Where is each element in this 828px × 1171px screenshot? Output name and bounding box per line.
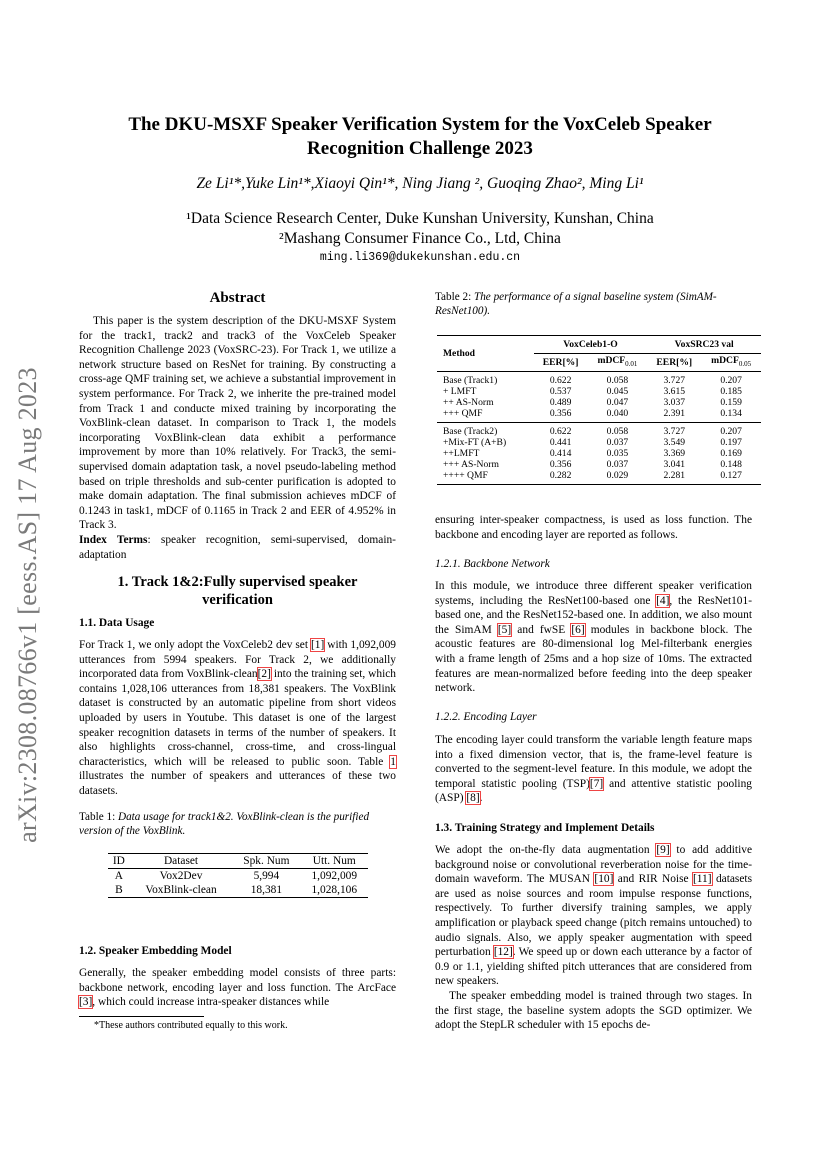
metric-cell: 0.029 (606, 470, 629, 481)
metric-cell: 0.489 (549, 397, 572, 408)
abstract-heading: Abstract (209, 290, 266, 306)
arxiv-stamp: arXiv:2308.08766v1 [eess.AS] 17 Aug 2023 (13, 367, 42, 843)
section-1-2-1-heading: 1.2.1. Backbone Network (435, 558, 550, 570)
authors: Ze Li¹*,Yuke Lin¹*,Xiaoyi Qin¹*, Ning Jiang ², Guoqing Zhao², Ming Li¹ (196, 175, 644, 192)
metric-cell: 0.207 (720, 426, 742, 437)
abstract-body (79, 314, 396, 562)
metric-cell: 0.035 (606, 448, 629, 459)
section-1-heading: 1. Track 1&2:Fully supervised speaker verification (117, 574, 358, 608)
table-header-row (108, 854, 368, 869)
method-cell: Base (Track1) (443, 375, 498, 386)
section-1-2-1-body: In this module, we introduce three different speaker verification systems, including the ResNet100-based one [4], the ResNet101-based one, and the ResNet152-based one. In addition, we also mount the SimAM [5] and fwSE [6] modules in backbone block. The acoustic features are 80-dimensional log Mel-filterbank energies with a frame length of 25ms and a hop size of 10ms. The extracted features are mean-normalized before feeding into the deep speaker network. (435, 580, 753, 695)
table-row: A Vox2Dev 5,994 1,092,009 (114, 870, 358, 882)
method-cell: +Mix-FT (A+B) (443, 437, 507, 448)
method-cell: ++++ QMF (443, 470, 488, 481)
citation-6[interactable]: [6] (571, 623, 585, 636)
metric-cell: 0.058 (606, 375, 629, 386)
metric-cell: 3.369 (663, 448, 686, 459)
table-row (437, 470, 761, 485)
metric-cell: 0.441 (549, 437, 572, 448)
table-row (437, 408, 761, 423)
metric-cell: 0.127 (720, 470, 742, 481)
table-header-row: Method VoxCeleb1-O VoxSRC23 val (437, 336, 761, 354)
table-row (437, 372, 761, 387)
table-row (437, 386, 761, 397)
method-cell: ++ AS-Norm (443, 397, 494, 408)
table-row (437, 423, 761, 438)
method-cell: +++ QMF (443, 408, 483, 419)
table-1 (108, 853, 368, 898)
table-row (437, 397, 761, 408)
metric-cell: 0.037 (606, 437, 629, 448)
table-header-cell: Spk. Num (243, 855, 290, 867)
metric-cell: 0.197 (720, 437, 742, 448)
section-1-2-2-body: The encoding layer could transform the variable length feature maps into a fixed dimension vector, that is, the frame-level feature is converted to the segment-level feature. In this module, we adopt the temporal statistic pooling (TSP)[7] and attentive statistic pooling (ASP) [8]. (435, 734, 752, 805)
table-ref-1[interactable]: 1 (390, 755, 396, 768)
method-cell: ++LMFT (443, 448, 480, 459)
right-intro-text: ensuring inter-speaker compactness, is used as loss function. The backbone and encoding layer are reported as follows. (435, 514, 752, 541)
table-subheader-row: EER[%] mDCF$_{0.01}$ EER[%] mDCF$_{0.05}$ (437, 354, 761, 372)
table-header-cell: Utt. Num (312, 855, 356, 867)
metric-cell: 3.549 (663, 437, 686, 448)
citation-3[interactable]: [3] (79, 996, 93, 1009)
affiliation-1: ¹Data Science Research Center, Duke Kunshan University, Kunshan, China (186, 210, 654, 227)
table-row (437, 437, 761, 448)
table-row (437, 448, 761, 459)
metric-cell: 0.414 (549, 448, 572, 459)
metric-cell: 0.148 (720, 459, 742, 470)
citation-1[interactable]: [1] (310, 639, 325, 651)
metric-cell: 0.537 (549, 386, 572, 397)
metric-cell: 3.727 (663, 426, 686, 437)
metric-cell: 3.727 (663, 375, 686, 386)
metric-cell: 0.134 (720, 408, 742, 419)
table-row (437, 459, 761, 470)
metric-cell: 0.185 (720, 386, 742, 397)
metric-cell: 0.037 (606, 459, 629, 470)
index-terms-text: : speaker recognition, semi-supervised, domain-adaptation (79, 533, 396, 561)
metric-cell: 0.622 (549, 426, 572, 437)
metric-cell: 0.207 (720, 375, 742, 386)
table-row: B VoxBlink-clean 18,381 1,028,106 (108, 883, 368, 898)
citation-8[interactable]: [8] (466, 792, 480, 805)
table-header-cell: Dataset (163, 855, 199, 867)
metric-cell: 0.169 (720, 448, 742, 459)
metric-cell: 2.391 (663, 408, 686, 419)
metric-cell: 2.281 (663, 470, 686, 481)
method-cell: Base (Track2) (443, 426, 498, 437)
section-1-2-body: Generally, the speaker embedding model consists of three parts: backbone network, encoding layer and loss function. The ArcFace [3], which could increase intra-speaker distances while (79, 967, 396, 1009)
table-header-cell: ID (112, 855, 125, 867)
section-1-3-body: We adopt the on-the-fly data augmentation [9] to add additive background noise or convolutional reverberation noise for the time-domain waveform. The MUSAN [10] and RIR Noise [11] datasets are used as noise sources and room impulse response functions, respectively. To further diversify training samples, we apply amplification or playback speed change (pitch remains untouched) to audio signals. Also, we apply speaker augmentation with speed perturbation [12]. We speed up or down each utterance by a factor of 0.9 or 1.1, yielding shifted pitch utterances that are considered from new speakers. The speaker embedding model is trained through two stages. In the first stage, the baseline system adopts the SGD optimizer. We adopt the StepLR scheduler with 15 epochs de- (435, 844, 752, 1032)
citation-11[interactable]: [11] (692, 873, 712, 886)
metric-cell: 0.040 (606, 408, 629, 419)
table-2-caption: Table 2: The performance of a signal baseline system (SimAM-ResNet100). (435, 291, 717, 318)
footnote: *These authors contributed equally to this work. (94, 1020, 288, 1031)
section-1-1-body: For Track 1, we only adopt the VoxCeleb2 dev set [1] with 1,092,009 utterances from 5994 speakers. For Track 2, we additionally incorporated data from VoxBlink-clean[2] into the training set, which contains 1,028,106 utterances from 18,381 speakers. The VoxBlink dataset is constructed by an automatic pipeline from short videos uploaded by users in Youtube. This dataset is one of the largest speaker recognition datasets in terms of the number of speakers. It also highlights cross-channel, cross-time, and cross-lingual characteristics, which will be released to public soon. Table 1 illustrates the number of speakers and utterances of these two datasets. (79, 639, 396, 797)
metric-cell: 0.356 (549, 408, 572, 419)
metric-cell: 3.037 (663, 397, 686, 408)
citation-2[interactable]: [2] (257, 668, 271, 681)
metric-cell: 0.159 (720, 397, 742, 408)
metric-cell: 0.047 (606, 397, 629, 408)
paper-title: The DKU-MSXF Speaker Verification System for the VoxCeleb Speaker Recognition Challenge 2023 (128, 114, 712, 159)
email: ming.li369@dukekunshan.edu.cn (319, 251, 521, 264)
metric-cell: 0.058 (606, 426, 629, 437)
section-1-2-2-heading: 1.2.2. Encoding Layer (435, 711, 537, 723)
metric-cell: 0.356 (549, 459, 572, 470)
table-1-caption: Table 1: Data usage for track1&2. VoxBlink-clean is the purified version of the VoxBlink. (79, 811, 370, 838)
citation-5[interactable]: [5] (497, 623, 512, 636)
footnote-rule (79, 1016, 204, 1017)
section-1-1-heading: 1.1. Data Usage (79, 617, 155, 629)
citation-10[interactable]: [10] (594, 873, 614, 886)
citation-4[interactable]: [4] (656, 594, 670, 607)
index-terms-label: Index Terms (79, 533, 148, 546)
section-1-3-heading: 1.3. Training Strategy and Implement Details (435, 822, 655, 834)
citation-12[interactable]: [12] (493, 946, 513, 959)
affiliation-2: ²Mashang Consumer Finance Co., Ltd, China (279, 230, 561, 247)
method-cell: +++ AS-Norm (443, 459, 499, 470)
abstract-text: This paper is the system description of the DKU-MSXF System for the track1, track2 and track3 of the VoxCeleb Speaker Recognition Challenge 2023 (VoxSRC-23). For Track 1, we utilize a network structure based on ResNet for training. By constructing a cross-age QMF training set, we achieve a substantial improvement in system performance. For Track 2, we inherite the pre-trained model from Track 1 and conducte mixed training by incorporating the VoxBlink-clean dataset. In comparison to Track 1, the models incorporating VoxBlink-clean data exhibit a performance improvement by more than 10% relatively. For Track3, the semi-supervised domain adaptation task, a novel pseudo-labeling method based on triple thresholds and sub-center purification is adopted to make domain adaptation. The final submission achieves mDCF of 0.1243 in task1, mDCF of 0.1165 in Track 2 and EER of 4.952% in Track 3. (79, 315, 396, 532)
table-2 (437, 335, 761, 485)
section-1-2-heading: 1.2. Speaker Embedding Model (79, 945, 232, 957)
method-cell: + LMFT (443, 386, 477, 397)
metric-cell: 0.045 (606, 386, 629, 397)
metric-cell: 3.041 (663, 459, 686, 470)
citation-9[interactable]: [9] (656, 844, 670, 856)
metric-cell: 0.282 (549, 470, 572, 481)
metric-cell: 3.615 (663, 386, 686, 397)
metric-cell: 0.622 (549, 375, 572, 386)
citation-7[interactable]: [7] (589, 777, 604, 790)
